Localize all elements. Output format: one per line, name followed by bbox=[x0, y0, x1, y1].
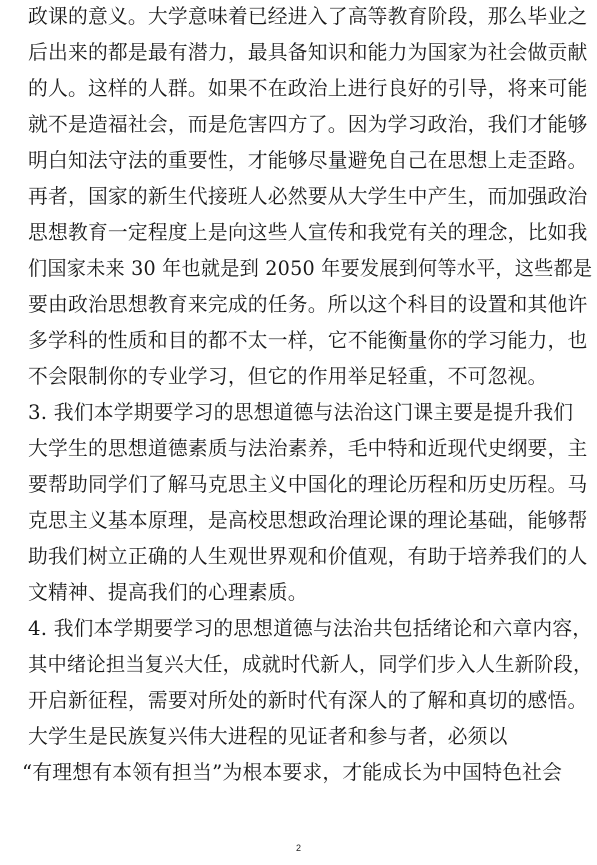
page-number: 2 bbox=[295, 843, 301, 853]
text-line: 明白知法守法的重要性，才能够尽量避免自己在思想上走歪路。 bbox=[28, 149, 588, 172]
text-line: 大学生的思想道德素质与法治素养，毛中特和近现代史纲要，主 bbox=[28, 437, 588, 460]
text-line: 克思主义基本原理，是高校思想政治理论课的理论基础，能够帮 bbox=[28, 509, 588, 532]
text-line: 思想教育一定程度上是向这些人宣传和我党有关的理念，比如我 bbox=[28, 221, 588, 244]
text-line: 的人。这样的人群。如果不在政治上进行良好的引导，将来可能 bbox=[28, 77, 588, 100]
text-line: 不会限制你的专业学习，但它的作用举足轻重，不可忽视。 bbox=[28, 365, 548, 388]
text-line: 文精神、提高我们的心理素质。 bbox=[28, 581, 308, 604]
text-line: 要帮助同学们了解马克思主义中国化的理论历程和历史历程。马 bbox=[28, 473, 588, 496]
text-line: 大学生是民族复兴伟大进程的见证者和参与者，必须以 bbox=[28, 725, 508, 748]
text-line: 后出来的都是最有潜力，最具备知识和能力为国家为社会做贡献 bbox=[28, 41, 588, 64]
text-line: 政课的意义。大学意味着已经进入了高等教育阶段，那么毕业之 bbox=[28, 5, 588, 28]
text-line: 4. 我们本学期要学习的思想道德与法治共包括绪论和六章内容， bbox=[28, 617, 593, 640]
text-line: “有理想有本领有担当”为根本要求，才能成长为中国特色社会 bbox=[22, 761, 563, 784]
text-line: 其中绪论担当复兴大任，成就时代新人，同学们步入人生新阶段， bbox=[28, 653, 593, 676]
text-line: 再者，国家的新生代接班人必然要从大学生中产生，而加强政治 bbox=[28, 185, 588, 208]
text-line: 多学科的性质和目的都不太一样，它不能衡量你的学习能力，也 bbox=[28, 329, 588, 352]
text-line: 要由政治思想教育来完成的任务。所以这个科目的设置和其他许 bbox=[28, 293, 588, 316]
text-line: 助我们树立正确的人生观世界观和价值观，有助于培养我们的人 bbox=[28, 545, 588, 568]
text-line: 3. 我们本学期要学习的思想道德与法治这门课主要是提升我们 bbox=[28, 401, 574, 424]
text-line: 就不是造福社会，而是危害四方了。因为学习政治，我们才能够 bbox=[28, 113, 588, 136]
text-line: 们国家未来 30 年也就是到 2050 年要发展到何等水平，这些都是 bbox=[28, 257, 593, 280]
text-line: 开启新征程，需要对所处的新时代有深人的了解和真切的感悟。 bbox=[28, 689, 588, 712]
